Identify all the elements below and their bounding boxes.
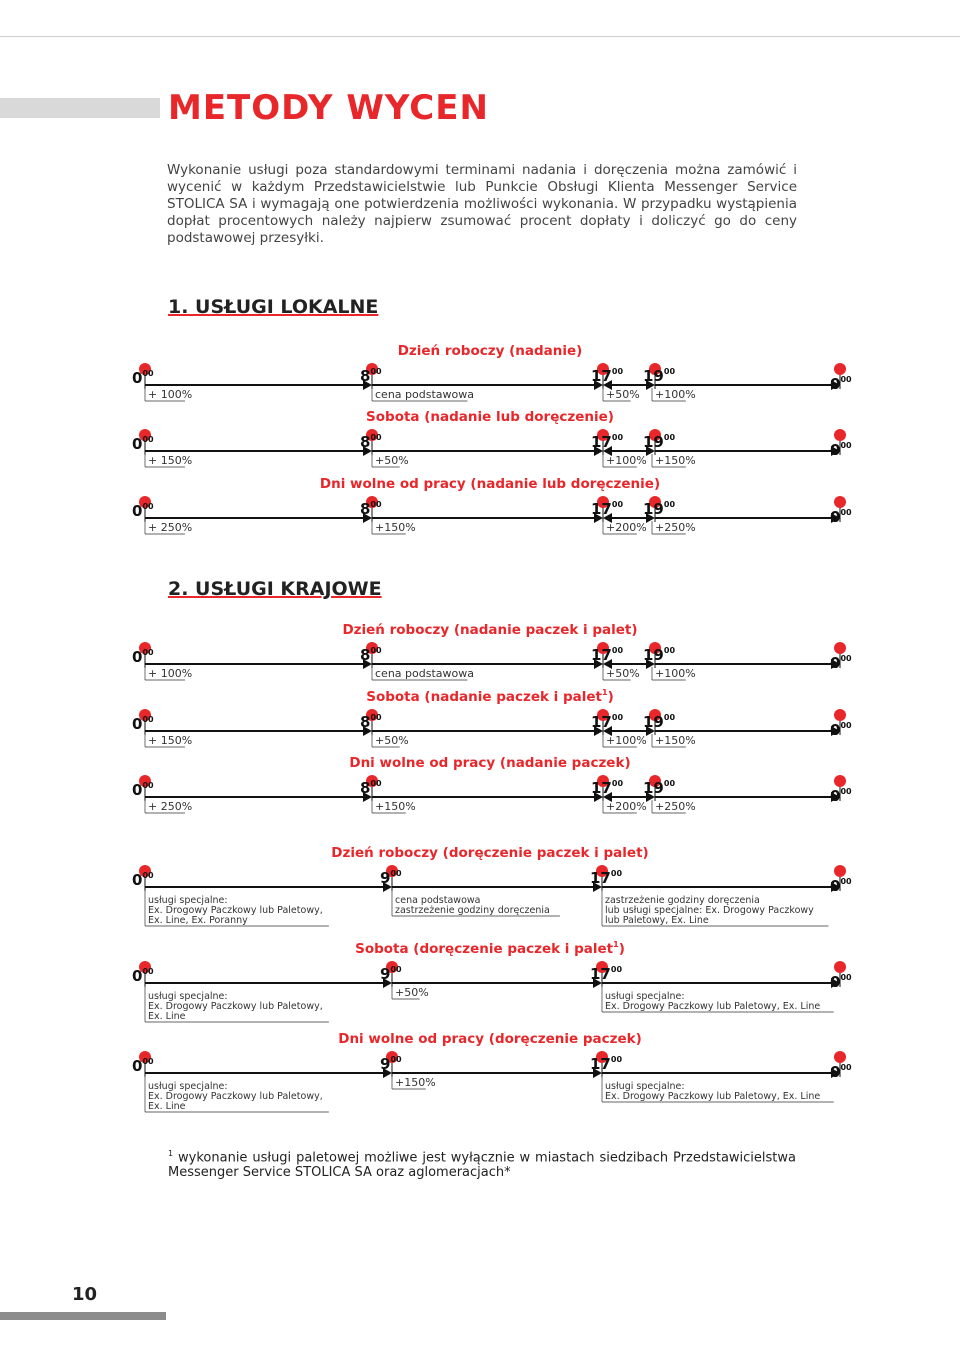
surcharge-label: Ex. Drogowy Paczkowy lub Paletowy, Ex. Line (605, 1001, 821, 1012)
surcharge-label: +200% (606, 800, 647, 813)
time-label: $19^{00}$ (643, 433, 676, 451)
timeline-title: Dzień roboczy (doręczenie paczek i palet) (331, 845, 649, 861)
surcharge-label: +100% (606, 454, 647, 467)
timeline-7 (132, 845, 852, 926)
surcharge-label: Ex. Drogowy Paczkowy lub Paletowy, Ex. Line (605, 1091, 821, 1102)
timeline-2 (132, 409, 852, 467)
surcharge-label: + 150% (148, 734, 193, 747)
time-label: $0^{00}$ (830, 508, 852, 526)
time-label: $8^{00}$ (360, 646, 382, 664)
surcharge-label: +50% (395, 986, 429, 999)
timeline-3 (132, 476, 852, 534)
surcharge-label: +50% (606, 388, 640, 401)
time-label: $17^{00}$ (591, 646, 624, 664)
time-label: $19^{00}$ (643, 500, 676, 518)
surcharge-label: +50% (375, 454, 409, 467)
surcharge-label: +150% (655, 734, 696, 747)
surcharge-label: usługi specjalne: (148, 1081, 228, 1092)
marker-dot (834, 496, 846, 508)
time-label: $8^{00}$ (360, 713, 382, 731)
surcharge-label: Ex. Line, Ex. Poranny (148, 915, 248, 926)
time-label: $19^{00}$ (643, 367, 676, 385)
time-label: $0^{00}$ (830, 375, 852, 393)
marker-dot (834, 709, 846, 721)
page-number: 10 (72, 1284, 98, 1305)
surcharge-label: +250% (655, 800, 696, 813)
time-label: $0^{00}$ (132, 781, 154, 799)
time-label: $0^{00}$ (132, 435, 154, 453)
timeline-4 (132, 622, 852, 680)
time-label: $0^{00}$ (132, 648, 154, 666)
surcharge-label: Ex. Line (148, 1101, 186, 1112)
time-label: $0^{00}$ (830, 787, 852, 805)
surcharge-label: + 100% (148, 667, 193, 680)
time-label: $0^{00}$ (132, 369, 154, 387)
time-label: $19^{00}$ (643, 713, 676, 731)
time-label: $17^{00}$ (591, 367, 624, 385)
marker-dot (834, 961, 846, 973)
surcharge-label: lub usługi specjalne: Ex. Drogowy Paczkowy (605, 905, 814, 916)
surcharge-label: + 250% (148, 521, 193, 534)
footer-gray-bar (0, 1312, 166, 1320)
surcharge-label: +250% (655, 521, 696, 534)
surcharge-label: zastrzeżenie godziny doręczenia (395, 905, 550, 916)
time-label: $8^{00}$ (360, 367, 382, 385)
timeline-title: Sobota (nadanie paczek i palet$^1$) (366, 688, 614, 705)
surcharge-label: +200% (606, 521, 647, 534)
surcharge-label: Ex. Drogowy Paczkowy lub Paletowy, (148, 905, 323, 916)
time-label: $0^{00}$ (830, 1063, 852, 1081)
surcharge-label: +150% (655, 454, 696, 467)
surcharge-label: zastrzeżenie godziny doręczenia (605, 895, 760, 906)
time-label: $0^{00}$ (132, 715, 154, 733)
surcharge-label: lub Paletowy, Ex. Line (605, 915, 709, 926)
surcharge-label: Ex. Line (148, 1011, 186, 1022)
time-label: $0^{00}$ (132, 967, 154, 985)
surcharge-label: Ex. Drogowy Paczkowy lub Paletowy, (148, 1001, 323, 1012)
marker-dot (834, 865, 846, 877)
footnote: $^1$ wykonanie usługi paletowej możliwe jest wyłącznie w miastach siedzibach Przedstawicielstwa Messenger Service STOLICA SA oraz aglomeracjach* (168, 1149, 796, 1181)
section-heading-local: 1. USŁUGI LOKALNE (168, 296, 379, 318)
time-label: $17^{00}$ (591, 433, 624, 451)
time-label: $17^{00}$ (590, 965, 623, 983)
time-label: $0^{00}$ (132, 871, 154, 889)
surcharge-label: usługi specjalne: (148, 991, 228, 1002)
marker-dot (834, 642, 846, 654)
time-label: $8^{00}$ (360, 779, 382, 797)
surcharge-label: +150% (375, 521, 416, 534)
time-label: $8^{00}$ (360, 500, 382, 518)
timeline-title: Dni wolne od pracy (nadanie paczek) (349, 755, 631, 771)
page-title: METODY WYCEN (168, 88, 489, 128)
marker-dot (834, 775, 846, 787)
timeline-5 (132, 688, 852, 747)
time-label: $0^{00}$ (132, 1057, 154, 1075)
time-label: $17^{00}$ (591, 779, 624, 797)
timeline-title: Dni wolne od pracy (nadanie lub doręczenie) (319, 476, 661, 492)
timeline-8 (132, 940, 852, 1022)
surcharge-label: cena podstawowa (395, 895, 481, 906)
time-label: $9^{00}$ (380, 1055, 402, 1073)
surcharge-label: + 250% (148, 800, 193, 813)
timeline-title: Dzień roboczy (nadanie) (397, 343, 583, 359)
time-label: $19^{00}$ (643, 646, 676, 664)
time-label: $0^{00}$ (830, 441, 852, 459)
time-label: $0^{00}$ (830, 973, 852, 991)
section-heading-national: 2. USŁUGI KRAJOWE (168, 578, 382, 600)
surcharge-label: +50% (606, 667, 640, 680)
marker-dot (834, 429, 846, 441)
surcharge-label: +100% (655, 667, 696, 680)
surcharge-label: Ex. Drogowy Paczkowy lub Paletowy, (148, 1091, 323, 1102)
surcharge-label: usługi specjalne: (148, 895, 228, 906)
surcharge-label: cena podstawowa (375, 667, 474, 680)
surcharge-label: cena podstawowa (375, 388, 474, 401)
surcharge-label: +100% (655, 388, 696, 401)
timeline-title: Sobota (nadanie lub doręczenie) (366, 409, 614, 425)
time-label: $9^{00}$ (380, 869, 402, 887)
surcharge-label: usługi specjalne: (605, 1081, 685, 1092)
surcharge-label: +50% (375, 734, 409, 747)
timeline-9 (132, 1031, 852, 1112)
surcharge-label: +150% (375, 800, 416, 813)
time-label: $17^{00}$ (591, 713, 624, 731)
surcharge-label: + 150% (148, 454, 193, 467)
time-label: $8^{00}$ (360, 433, 382, 451)
timeline-1 (132, 343, 852, 401)
time-label: $19^{00}$ (643, 779, 676, 797)
time-label: $0^{00}$ (830, 721, 852, 739)
marker-dot (834, 1051, 846, 1063)
marker-dot (834, 363, 846, 375)
surcharge-label: usługi specjalne: (605, 991, 685, 1002)
surcharge-label: +100% (606, 734, 647, 747)
time-label: $0^{00}$ (830, 654, 852, 672)
time-label: $9^{00}$ (380, 965, 402, 983)
time-label: $17^{00}$ (591, 500, 624, 518)
timeline-6 (132, 755, 852, 813)
time-label: $0^{00}$ (132, 502, 154, 520)
time-label: $17^{00}$ (590, 869, 623, 887)
time-label: $0^{00}$ (830, 877, 852, 895)
surcharge-label: + 100% (148, 388, 193, 401)
intro-paragraph: Wykonanie usługi poza standardowymi terminami nadania i doręczenia można zamówić i wycenić w każdym Przedstawicielstwie lub Punkcie Obsługi Klienta Messenger Service STOLICA SA i wymagają one potwierdzenia możliwości wykonania. W przypadku wystąpienia dopłat procentowych należy najpierw zsumować procent dopłaty i doliczyć go do ceny podstawowej przesyłki. (167, 162, 797, 246)
timeline-title: Sobota (doręczenie paczek i palet$^1$) (355, 940, 625, 957)
timeline-title: Dzień roboczy (nadanie paczek i palet) (342, 622, 638, 638)
timeline-title: Dni wolne od pracy (doręczenie paczek) (338, 1031, 642, 1047)
surcharge-label: +150% (395, 1076, 436, 1089)
time-label: $17^{00}$ (590, 1055, 623, 1073)
